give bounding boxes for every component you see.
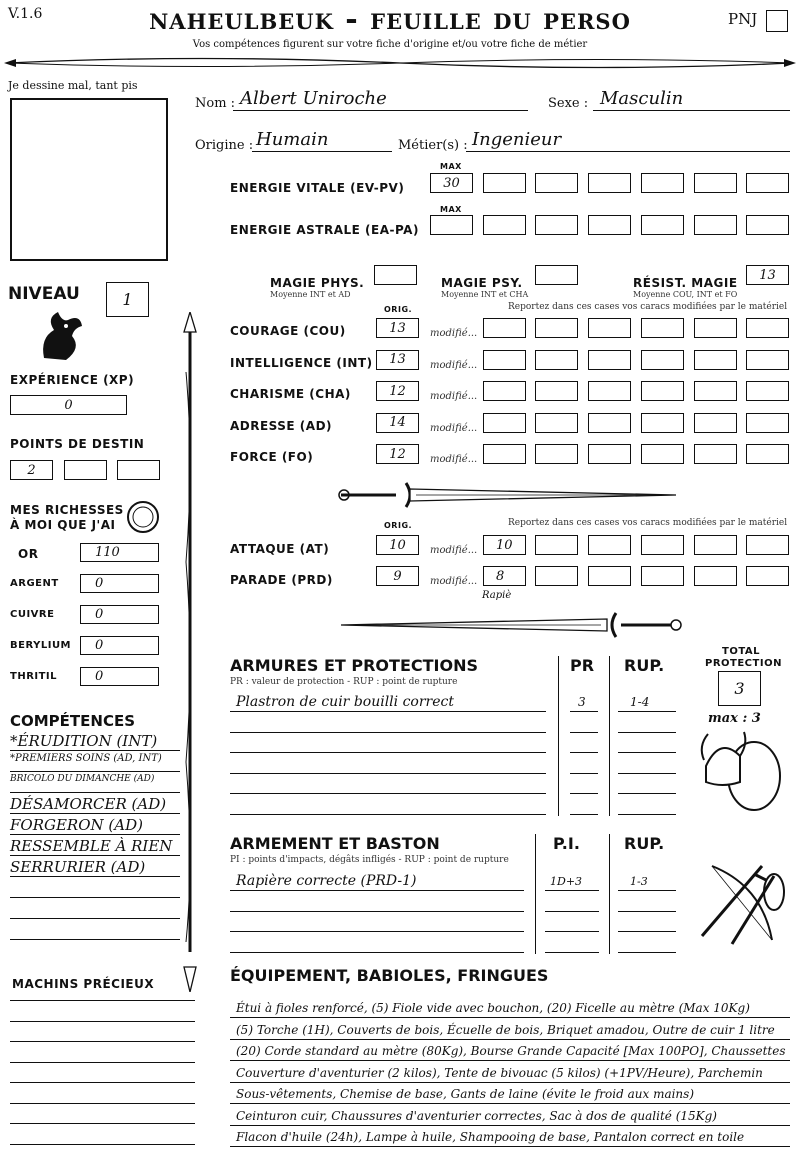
carac-mod-box[interactable]: [641, 444, 684, 464]
carac-mod-box[interactable]: [746, 318, 789, 338]
origine-label: Origine :: [195, 138, 254, 153]
ea-max-label: MAX: [440, 205, 462, 214]
page-title: naheulbeuk - feuille du perso: [149, 2, 631, 37]
carac-label: FORCE (FO): [230, 450, 314, 464]
arme-rup[interactable]: 1-3: [630, 875, 648, 888]
carac-mod-box[interactable]: [588, 444, 631, 464]
magie-psy-label: MAGIE PSY.: [441, 276, 523, 290]
competence-line: [10, 813, 180, 814]
arme-rup-line: [618, 911, 676, 912]
competence-item[interactable]: *PREMIERS SOINS (AD, INT): [10, 753, 162, 764]
competence-item[interactable]: SERRURIER (AD): [10, 858, 146, 876]
parade-mod-box-4[interactable]: [641, 566, 684, 586]
ea-label: ENERGIE ASTRALE (EA-PA): [230, 223, 419, 237]
destin-box-2[interactable]: [64, 460, 107, 480]
armement-col-sep-2: [609, 834, 610, 954]
armure-pr-line: [570, 752, 598, 753]
equipement-line: [230, 1039, 790, 1040]
arme-pi-line: [545, 890, 599, 891]
competence-line: [10, 771, 180, 772]
parade-mod-box-6[interactable]: [746, 566, 789, 586]
carac-orig-box[interactable]: 14: [376, 413, 419, 433]
ea-box-7[interactable]: [746, 215, 789, 235]
parade-note: Rapiè: [482, 590, 512, 601]
carac-mod-box[interactable]: [694, 350, 737, 370]
ea-box-4[interactable]: [588, 215, 631, 235]
armure-pr-line: [570, 711, 598, 712]
combat-mod-note: Reportez dans ces cases vos caracs modifiées par le matériel: [508, 518, 788, 528]
carac-mod-box[interactable]: [483, 318, 526, 338]
machin-line: [10, 1021, 195, 1022]
carac-mod-box[interactable]: [483, 413, 526, 433]
parade-mod-box-1[interactable]: 8: [483, 566, 526, 586]
richesse-box[interactable]: 0: [80, 605, 159, 624]
armure-pr[interactable]: 3: [578, 695, 586, 709]
attaque-label: ATTAQUE (AT): [230, 542, 330, 556]
richesse-box[interactable]: 0: [80, 574, 159, 593]
carac-mod-box[interactable]: [535, 413, 578, 433]
attaque-mod-box-4[interactable]: [641, 535, 684, 555]
carac-label: ADRESSE (AD): [230, 418, 333, 433]
attaque-orig-box[interactable]: 10: [376, 535, 419, 555]
pnj-label: PNJ: [728, 10, 758, 28]
carac-label: COURAGE (COU): [230, 324, 346, 338]
ev-box-6[interactable]: [694, 173, 737, 193]
arme-pi-line: [545, 952, 599, 953]
niveau-label: NIVEAU: [8, 284, 80, 304]
ev-box-7[interactable]: [746, 173, 789, 193]
carac-label: INTELLIGENCE (INT): [230, 355, 373, 370]
parade-label: PARADE (PRD): [230, 573, 333, 587]
carac-modifie-label: modifié...: [430, 391, 478, 402]
niveau-box[interactable]: 1: [106, 282, 149, 317]
richesse-label: CUIVRE: [10, 609, 55, 620]
competence-item[interactable]: FORGERON (AD): [10, 816, 143, 834]
parade-mod-box-2[interactable]: [535, 566, 578, 586]
nom-label: Nom :: [195, 96, 236, 111]
magie-phys-label: MAGIE PHYS.: [270, 276, 365, 290]
carac-mod-box[interactable]: [694, 318, 737, 338]
carac-modifie-label: modifié...: [430, 359, 478, 371]
sword-divider-icon: [336, 480, 686, 510]
xp-box[interactable]: 0: [10, 395, 127, 415]
dragon-icon: [36, 308, 86, 364]
machins-label: MACHINS PRÉCIEUX: [12, 977, 155, 991]
arme-rup-line: [618, 952, 676, 953]
arme-pi[interactable]: 1D+3: [550, 875, 583, 888]
header-divider-ornament: [0, 52, 800, 74]
carac-modifie-label: modifié...: [430, 328, 478, 339]
carac-orig-box[interactable]: 13: [376, 318, 419, 338]
carac-orig-box[interactable]: 12: [376, 444, 419, 464]
equipement-item[interactable]: Étui à fioles renforcé, (5) Fiole vide avec bouchon, (20) Ficelle au mètre (Max 10Kg): [236, 1001, 750, 1015]
arme-pi-line: [545, 931, 599, 932]
attaque-mod-box-1[interactable]: 10: [483, 535, 526, 555]
coin-icon: [126, 500, 160, 534]
parade-modifie-label: modifié...: [430, 576, 478, 587]
parade-mod-box-5[interactable]: [694, 566, 737, 586]
pnj-checkbox[interactable]: [766, 10, 788, 32]
competence-item[interactable]: DÉSAMORCER (AD): [10, 795, 167, 813]
carac-mod-box[interactable]: [588, 318, 631, 338]
arme-pi-line: [545, 911, 599, 912]
armure-line: [230, 711, 546, 712]
carac-mod-box[interactable]: [746, 413, 789, 433]
equipement-item[interactable]: Sous-vêtements, Chemise de base, Gants de laine (évite le froid aux mains): [236, 1087, 695, 1101]
machin-line: [10, 1144, 195, 1145]
armures-title: ARMURES ET PROTECTIONS: [230, 656, 478, 675]
armure-rup-line: [618, 752, 676, 753]
equipement-item[interactable]: Couverture d'aventurier (2 kilos), Tente de bivouac (5 kilos) (+1PV/Heure), Parchemin: [236, 1065, 763, 1080]
resist-magie-label: RÉSIST. MAGIE: [633, 276, 738, 290]
competence-line: [10, 939, 180, 940]
ev-box-2[interactable]: [483, 173, 526, 193]
armures-sub: PR : valeur de protection - RUP : point de rupture: [230, 677, 458, 687]
arme-line: [230, 911, 524, 912]
armure-line: [230, 773, 546, 774]
armures-rup-header: RUP.: [624, 656, 665, 675]
arme-line: [230, 952, 524, 953]
carac-mod-box[interactable]: [535, 381, 578, 401]
page-subtitle: Vos compétences figurent sur votre fiche d'origine et/ou votre fiche de métier: [192, 39, 588, 50]
competence-item[interactable]: *ÉRUDITION (INT): [10, 732, 158, 750]
version: V.1.6: [8, 6, 43, 22]
total-protection-label-1: TOTAL: [722, 646, 760, 657]
ev-box-4[interactable]: [588, 173, 631, 193]
attaque-modifie-label: modifié...: [430, 545, 478, 556]
armement-pi-header: P.I.: [553, 834, 580, 853]
competence-line: [10, 897, 180, 898]
carac-mod-box[interactable]: [483, 381, 526, 401]
xp-label: EXPÉRIENCE (XP): [10, 373, 135, 387]
parade-orig-box[interactable]: 9: [376, 566, 419, 586]
carac-mod-box[interactable]: [483, 350, 526, 370]
weapons-icon: [692, 856, 792, 946]
competence-line: [10, 855, 180, 856]
arme-rup-line: [618, 931, 676, 932]
ev-value-box[interactable]: 30: [430, 173, 473, 193]
attaque-mod-box-2[interactable]: [535, 535, 578, 555]
competence-line: [10, 792, 180, 793]
richesse-label: THRITIL: [10, 671, 58, 682]
richesse-label: BERYLIUM: [10, 640, 72, 651]
arme-line: [230, 931, 524, 932]
carac-mod-box[interactable]: [535, 318, 578, 338]
equipement-item[interactable]: Flacon d'huile (24h), Lampe à huile, Shampooing de base, Pantalon correct en toile: [236, 1130, 745, 1144]
armure-name[interactable]: Plastron de cuir bouilli correct: [236, 694, 454, 710]
ea-box-6[interactable]: [694, 215, 737, 235]
carac-mod-box[interactable]: [588, 350, 631, 370]
portrait-box[interactable]: [10, 98, 168, 261]
ea-box-2[interactable]: [483, 215, 526, 235]
magie-psy-box[interactable]: [535, 265, 578, 285]
armure-rup[interactable]: 1-4: [630, 695, 650, 709]
attaque-mod-box-3[interactable]: [588, 535, 631, 555]
carac-mod-box[interactable]: [694, 444, 737, 464]
richesses-label-2: À MOI QUE J'AI: [10, 518, 116, 532]
richesse-box[interactable]: 0: [80, 636, 159, 655]
carac-mod-box[interactable]: [535, 350, 578, 370]
magie-phys-sub: Moyenne INT et AD: [270, 290, 351, 299]
total-protection-box[interactable]: 3: [718, 671, 761, 706]
equipement-item[interactable]: (5) Torche (1H), Couverts de bois, Écuelle de bois, Briquet amadou, Outre de cuir 1 litre: [236, 1022, 775, 1037]
equipement-line: [230, 1082, 790, 1083]
competence-line: [10, 876, 180, 877]
competence-line: [10, 750, 180, 751]
carac-mod-box[interactable]: [588, 381, 631, 401]
carac-mod-box[interactable]: [746, 350, 789, 370]
carac-mod-box[interactable]: [588, 413, 631, 433]
machin-line: [10, 1000, 195, 1001]
richesse-label: OR: [18, 547, 39, 561]
sword-divider-2-icon: [336, 610, 686, 640]
metier-label: Métier(s) :: [398, 138, 468, 153]
ea-box-3[interactable]: [535, 215, 578, 235]
carac-mod-box[interactable]: [694, 413, 737, 433]
combat-orig-label: ORIG.: [384, 521, 413, 530]
machin-line: [10, 1062, 195, 1063]
armure-pr-line: [570, 732, 598, 733]
nom-value[interactable]: Albert Uniroche: [240, 88, 387, 109]
armure-rup-line: [618, 711, 676, 712]
machin-line: [10, 1103, 195, 1104]
sexe-label: Sexe :: [548, 96, 589, 111]
destin-label: POINTS DE DESTIN: [10, 437, 145, 451]
ev-max-label: MAX: [440, 162, 462, 171]
machin-line: [10, 1041, 195, 1042]
armures-col-sep-2: [609, 656, 610, 816]
helmet-shield-icon: [696, 726, 786, 816]
machin-line: [10, 1082, 195, 1083]
competences-label: COMPÉTENCES: [10, 712, 136, 730]
portrait-label: Je dessine mal, tant pis: [8, 79, 138, 92]
armure-line: [230, 793, 546, 794]
ea-value-box[interactable]: [430, 215, 473, 235]
destin-box-3[interactable]: [117, 460, 160, 480]
armure-pr-line: [570, 793, 598, 794]
competence-item[interactable]: BRICOLO DU DIMANCHE (AD): [10, 774, 155, 784]
equipement-line: [230, 1103, 790, 1104]
competence-line: [10, 918, 180, 919]
arme-rup-line: [618, 890, 676, 891]
carac-mod-box[interactable]: [641, 413, 684, 433]
armure-rup-line: [618, 773, 676, 774]
spear-icon: [178, 312, 202, 992]
max-protection: max : 3: [708, 711, 761, 726]
armures-pr-header: PR: [570, 656, 595, 675]
armement-sub: PI : points d'impacts, dégâts infligés - RUP : point de rupture: [230, 855, 509, 865]
destin-box-1[interactable]: 2: [10, 460, 53, 480]
ev-label: ENERGIE VITALE (EV-PV): [230, 181, 405, 195]
magie-psy-sub: Moyenne INT et CHA: [441, 290, 529, 299]
richesses-label-1: MES RICHESSES: [10, 503, 124, 517]
competence-item[interactable]: RESSEMBLE À RIEN: [10, 837, 173, 855]
equipement-title: ÉQUIPEMENT, BABIOLES, FRINGUES: [230, 966, 549, 985]
armure-line: [230, 732, 546, 733]
armure-line: [230, 814, 546, 815]
equipement-line: [230, 1017, 790, 1018]
carac-orig-box[interactable]: 12: [376, 381, 419, 401]
machin-line: [10, 1123, 195, 1124]
armement-col-sep-1: [535, 834, 536, 954]
carac-mod-box[interactable]: [746, 444, 789, 464]
armure-pr-line: [570, 814, 598, 815]
total-protection-label-2: PROTECTION: [705, 658, 782, 669]
attaque-mod-box-6[interactable]: [746, 535, 789, 555]
equipement-item[interactable]: (20) Corde standard au mètre (80Kg), Bourse Grande Capacité [Max 100PO], Chaussettes: [236, 1044, 786, 1058]
equipement-line: [230, 1125, 790, 1126]
armures-col-sep-1: [558, 656, 559, 816]
armure-pr-line: [570, 773, 598, 774]
competence-line: [10, 834, 180, 835]
armement-title: ARMEMENT ET BASTON: [230, 834, 440, 853]
carac-modifie-label: modifié...: [430, 422, 478, 434]
equipement-line: [230, 1146, 790, 1147]
arme-line: [230, 890, 524, 891]
parade-mod-box-3[interactable]: [588, 566, 631, 586]
armure-rup-line: [618, 793, 676, 794]
ea-box-5[interactable]: [641, 215, 684, 235]
carac-mod-box[interactable]: [694, 381, 737, 401]
carac-label: CHARISME (CHA): [230, 387, 351, 401]
carac-mod-box[interactable]: [641, 381, 684, 401]
resist-magie-sub: Moyenne COU, INT et FO: [633, 290, 738, 299]
carac-mod-box[interactable]: [641, 318, 684, 338]
richesse-box[interactable]: 0: [80, 667, 159, 686]
caracs-orig-label: ORIG.: [384, 305, 413, 314]
sexe-value[interactable]: Masculin: [600, 88, 684, 109]
armure-rup-line: [618, 814, 676, 815]
equipement-item[interactable]: Ceinturon cuir, Chaussures d'aventurier correctes, Sac à dos de qualité (15Kg): [236, 1108, 717, 1123]
carac-mod-box[interactable]: [483, 444, 526, 464]
metier-value[interactable]: Ingenieur: [472, 129, 562, 150]
carac-mod-box[interactable]: [641, 350, 684, 370]
carac-orig-box[interactable]: 13: [376, 350, 419, 370]
carac-mod-box[interactable]: [746, 381, 789, 401]
armure-rup-line: [618, 732, 676, 733]
magie-phys-box[interactable]: [374, 265, 417, 285]
caracs-mod-note: Reportez dans ces cases vos caracs modifiées par le matériel: [508, 302, 788, 312]
armement-rup-header: RUP.: [624, 834, 665, 853]
richesse-box[interactable]: 110: [80, 543, 159, 562]
ev-box-5[interactable]: [641, 173, 684, 193]
richesse-label: ARGENT: [10, 578, 59, 589]
carac-mod-box[interactable]: [535, 444, 578, 464]
origine-value[interactable]: Humain: [256, 129, 329, 150]
carac-modifie-label: modifié...: [430, 454, 478, 465]
ev-box-3[interactable]: [535, 173, 578, 193]
equipement-line: [230, 1060, 790, 1061]
resist-magie-box[interactable]: 13: [746, 265, 789, 285]
arme-name[interactable]: Rapière correcte (PRD-1): [236, 873, 417, 889]
attaque-mod-box-5[interactable]: [694, 535, 737, 555]
armure-line: [230, 752, 546, 753]
